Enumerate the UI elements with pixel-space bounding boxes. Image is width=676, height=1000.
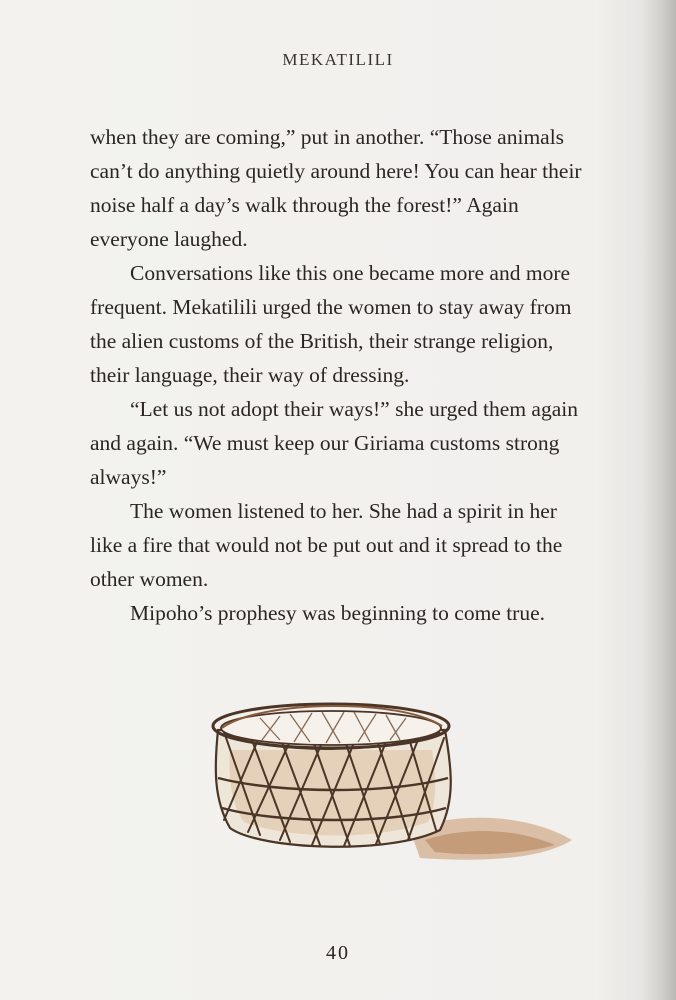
paragraph: when they are coming,” put in another. “Those animals can’t do anything quietly around here! You can hear their noise half a day’s walk through the forest!” Again everyone laughed.: [90, 125, 582, 251]
paragraph: “Let us not adopt their ways!” she urged them again and again. “We must keep our Giriama customs strong always!”: [90, 397, 578, 489]
page-number: 40: [326, 942, 350, 964]
body-text: [90, 120, 590, 630]
running-header: MEKATILILI: [282, 50, 394, 69]
paragraph: The women listened to her. She had a spirit in her like a fire that would not be put out and it spread to the other women.: [90, 499, 563, 591]
paragraph: Mipoho’s prophesy was beginning to come true.: [130, 601, 546, 625]
woven-basket-icon: [200, 690, 580, 880]
paragraph: Conversations like this one became more and more frequent. Mekatilili urged the women to stay away from the alien customs of the British, their strange religion, their language, their way of dressing.: [90, 261, 572, 387]
